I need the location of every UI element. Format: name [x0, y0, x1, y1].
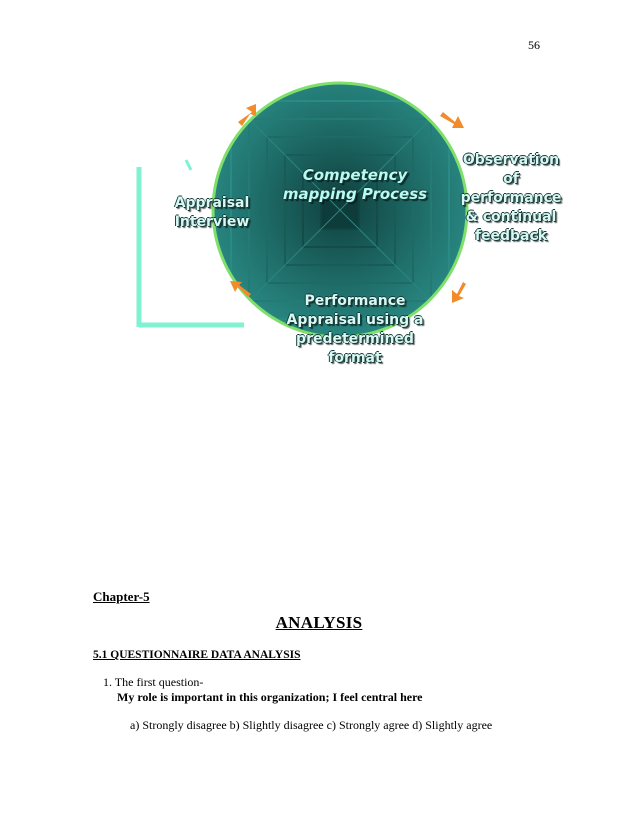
question-intro: 1. The first question- [103, 675, 204, 689]
chapter-label: Chapter-5 [93, 589, 150, 604]
left-label-line: Interview [174, 214, 250, 230]
bottom-label-line: Performance [304, 293, 406, 309]
right-label-line: Observation [462, 152, 560, 168]
page-title: ANALYSIS [275, 613, 363, 632]
right-label-line: feedback [474, 228, 548, 244]
arrow-bottom-right-icon [452, 282, 466, 303]
question-text: My role is important in this organization; I feel central here [117, 690, 423, 704]
section-title: 5.1 QUESTIONNAIRE DATA ANALYSIS [93, 649, 301, 661]
bottom-label-line: Appraisal using a [286, 312, 424, 328]
question-options: a) Strongly disagree b) Slightly disagree c) Strongly agree d) Slightly agree [130, 718, 493, 732]
center-title-line: Competency [302, 166, 408, 184]
diagram-right-label [455, 151, 567, 246]
left-label-line: Appraisal [174, 195, 250, 211]
page-number: 56 [528, 38, 540, 52]
right-label-line: & continual [465, 209, 557, 225]
center-title-line: mapping Process [282, 185, 428, 203]
diagram-center-title [280, 166, 430, 204]
diagram-bottom-label [280, 292, 430, 368]
bottom-label-line: format [328, 350, 382, 366]
right-label-line: of [503, 171, 519, 187]
arrow-top-right-icon [440, 112, 464, 128]
right-label-line: performance [460, 190, 562, 206]
bottom-label-line: predetermined [296, 331, 414, 347]
diagram-left-label [168, 194, 256, 232]
